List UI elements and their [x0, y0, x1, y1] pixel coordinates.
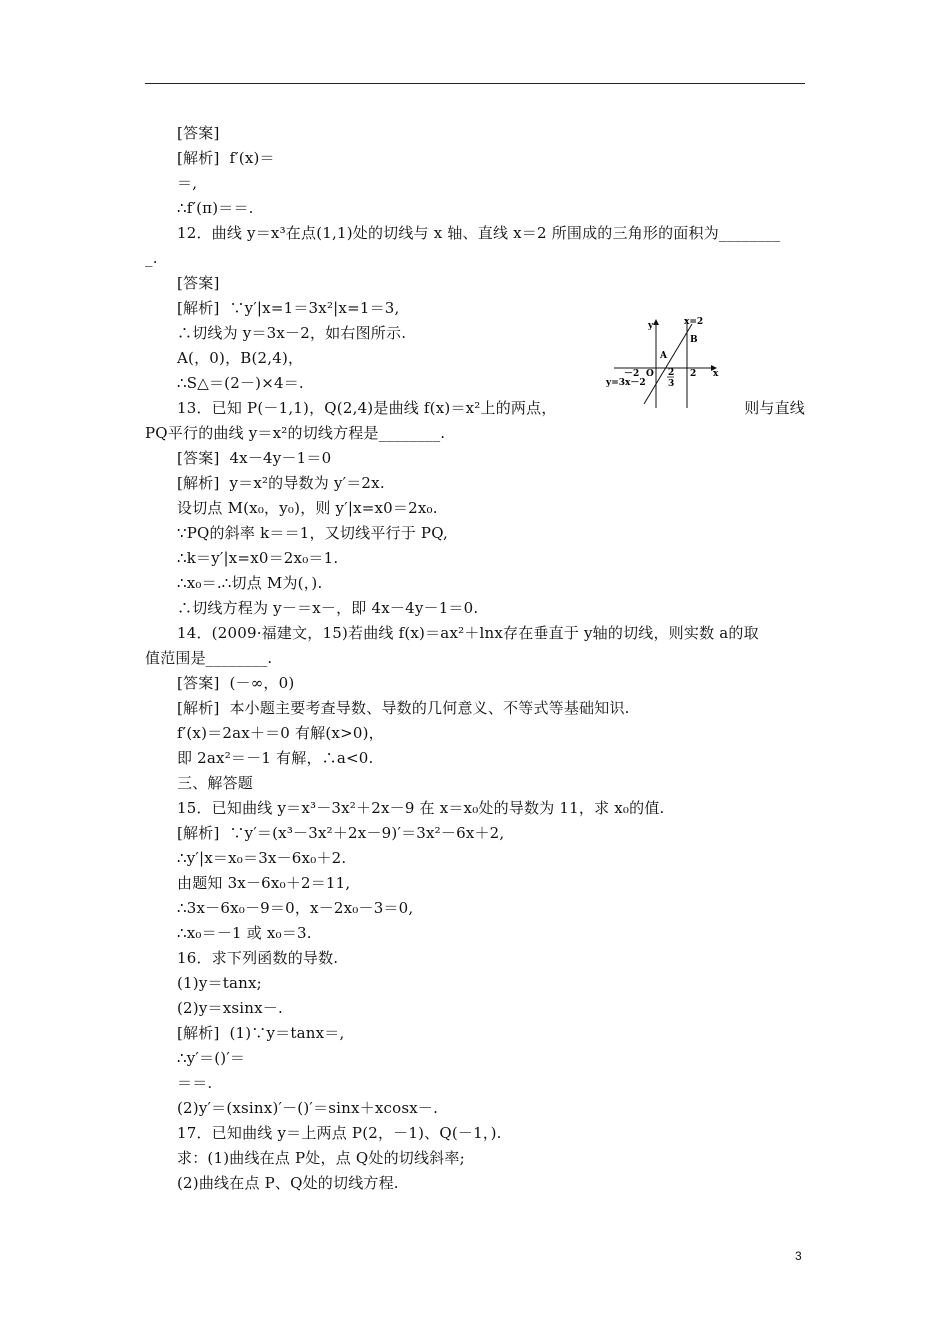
- text-line: ∴x₀＝.∴切点 M为(，).: [177, 574, 323, 592]
- text-line: ＝,: [177, 174, 198, 192]
- text-line: ∴y′＝()′＝: [177, 1049, 246, 1067]
- problem-12: 12．曲线 y＝x³在点(1,1)处的切线与 x 轴、直线 x＝2 所围成的三角形的面积为________: [177, 224, 781, 242]
- answer-label: [答案]: [177, 124, 220, 142]
- answer-line: [答案] 4x－4y－1＝0: [177, 449, 332, 467]
- text-line: (1)y＝tanx;: [177, 974, 262, 992]
- line-x2-label: x=2: [684, 317, 704, 327]
- text-line: 即 2ax²＝－1 有解，∴a<0.: [177, 749, 374, 767]
- text-line: ∴f′(π)＝＝.: [177, 199, 254, 217]
- text-line: ∵PQ的斜率 k＝＝1，又切线平行于 PQ,: [177, 524, 448, 542]
- tick-2: 2: [690, 369, 697, 379]
- text-line: [解析] y＝x²的导数为 y′＝2x.: [177, 474, 385, 492]
- problem-14: 14．(2009·福建文，15)若曲线 f(x)＝ax²＋lnx存在垂直于 y轴的切线，则实数 a的取: [177, 624, 759, 642]
- text-line: ∴y′|x＝x₀＝3x－6x₀＋2.: [177, 849, 347, 867]
- text-line: [解析] f′(x)＝: [177, 149, 275, 167]
- tangent-line: [644, 324, 692, 404]
- text-line: [解析] ∵y′|x=1＝3x²|x=1＝3,: [177, 299, 400, 317]
- problem-17: 17．已知曲线 y＝上两点 P(2，－1)、Q(－1，).: [177, 1124, 502, 1142]
- point-a-label: A: [660, 351, 667, 361]
- text-line: 设切点 M(x₀，y₀)，则 y′|x=x0＝2x₀.: [177, 499, 438, 517]
- text-line: A(，0)，B(2,4)，: [177, 349, 304, 367]
- text-line: ∴S△＝(2－)×4＝.: [177, 374, 304, 392]
- answer-line: [答案] (－∞，0): [177, 674, 295, 692]
- text-line: ∴3x－6x₀－9＝0，x－2x₀－3＝0,: [177, 899, 414, 917]
- text-line: _.: [145, 249, 158, 267]
- text-line: 求：(1)曲线在点 P处，点 Q处的切线斜率;: [177, 1149, 465, 1167]
- section-heading: 三、解答题: [177, 774, 254, 792]
- text-line: (2)y＝xsinx－.: [177, 999, 283, 1017]
- problem-15: 15．已知曲线 y＝x³－3x²＋2x－9 在 x＝x₀处的导数为 11，求 x₀的值.: [177, 799, 665, 817]
- tick-two-thirds-num: 2: [668, 368, 675, 378]
- point-b-label: B: [690, 335, 698, 345]
- origin-label: O: [646, 369, 654, 379]
- tick-two-thirds-den: 3: [668, 379, 675, 389]
- text-line: [解析] ∵y′＝(x³－3x²＋2x－9)′＝3x²－6x＋2,: [177, 824, 505, 842]
- text-line: [解析] 本小题主要考查导数、导数的几何意义、不等式等基础知识.: [177, 699, 630, 717]
- text-line: 值范围是________.: [145, 649, 273, 667]
- y-axis-label: y: [648, 321, 654, 331]
- header-rule: [145, 83, 805, 84]
- problem-13-text-right: 则与直线: [744, 399, 805, 417]
- tick-neg2: －2: [624, 369, 640, 379]
- text-line: ＝＝.: [177, 1074, 213, 1092]
- text-line: 由题知 3x－6x₀＋2＝11,: [177, 874, 351, 892]
- text-line: ∴切线方程为 y－＝x－，即 4x－4y－1＝0.: [177, 599, 479, 617]
- text-line: ∴k＝y′|x=x0＝2x₀＝1.: [177, 549, 339, 567]
- tangent-line-figure: [604, 312, 724, 412]
- text-line: ∴x₀＝－1 或 x₀＝3.: [177, 924, 312, 942]
- x-axis-label: x: [713, 369, 719, 379]
- curve-label: y=3x－2: [606, 378, 646, 388]
- page-number: 3: [795, 1249, 802, 1263]
- problem-13-text: 13．已知 P(－1,1)，Q(2,4)是曲线 f(x)＝x²上的两点，: [177, 399, 557, 417]
- text-line: (2)曲线在点 P、Q处的切线方程.: [177, 1174, 399, 1192]
- text-line: (2)y′＝(xsinx)′－()′＝sinx＋xcosx－.: [177, 1099, 439, 1117]
- answer-label: [答案]: [177, 274, 220, 292]
- text-line: PQ平行的曲线 y＝x²的切线方程是________.: [145, 424, 446, 442]
- text-line: f′(x)＝2ax＋＝0 有解(x>0)，: [177, 724, 384, 742]
- text-line: ∴切线为 y＝3x－2，如右图所示.: [177, 324, 407, 342]
- text-line: [解析] (1)∵y＝tanx＝,: [177, 1024, 345, 1042]
- problem-16: 16．求下列函数的导数.: [177, 949, 339, 967]
